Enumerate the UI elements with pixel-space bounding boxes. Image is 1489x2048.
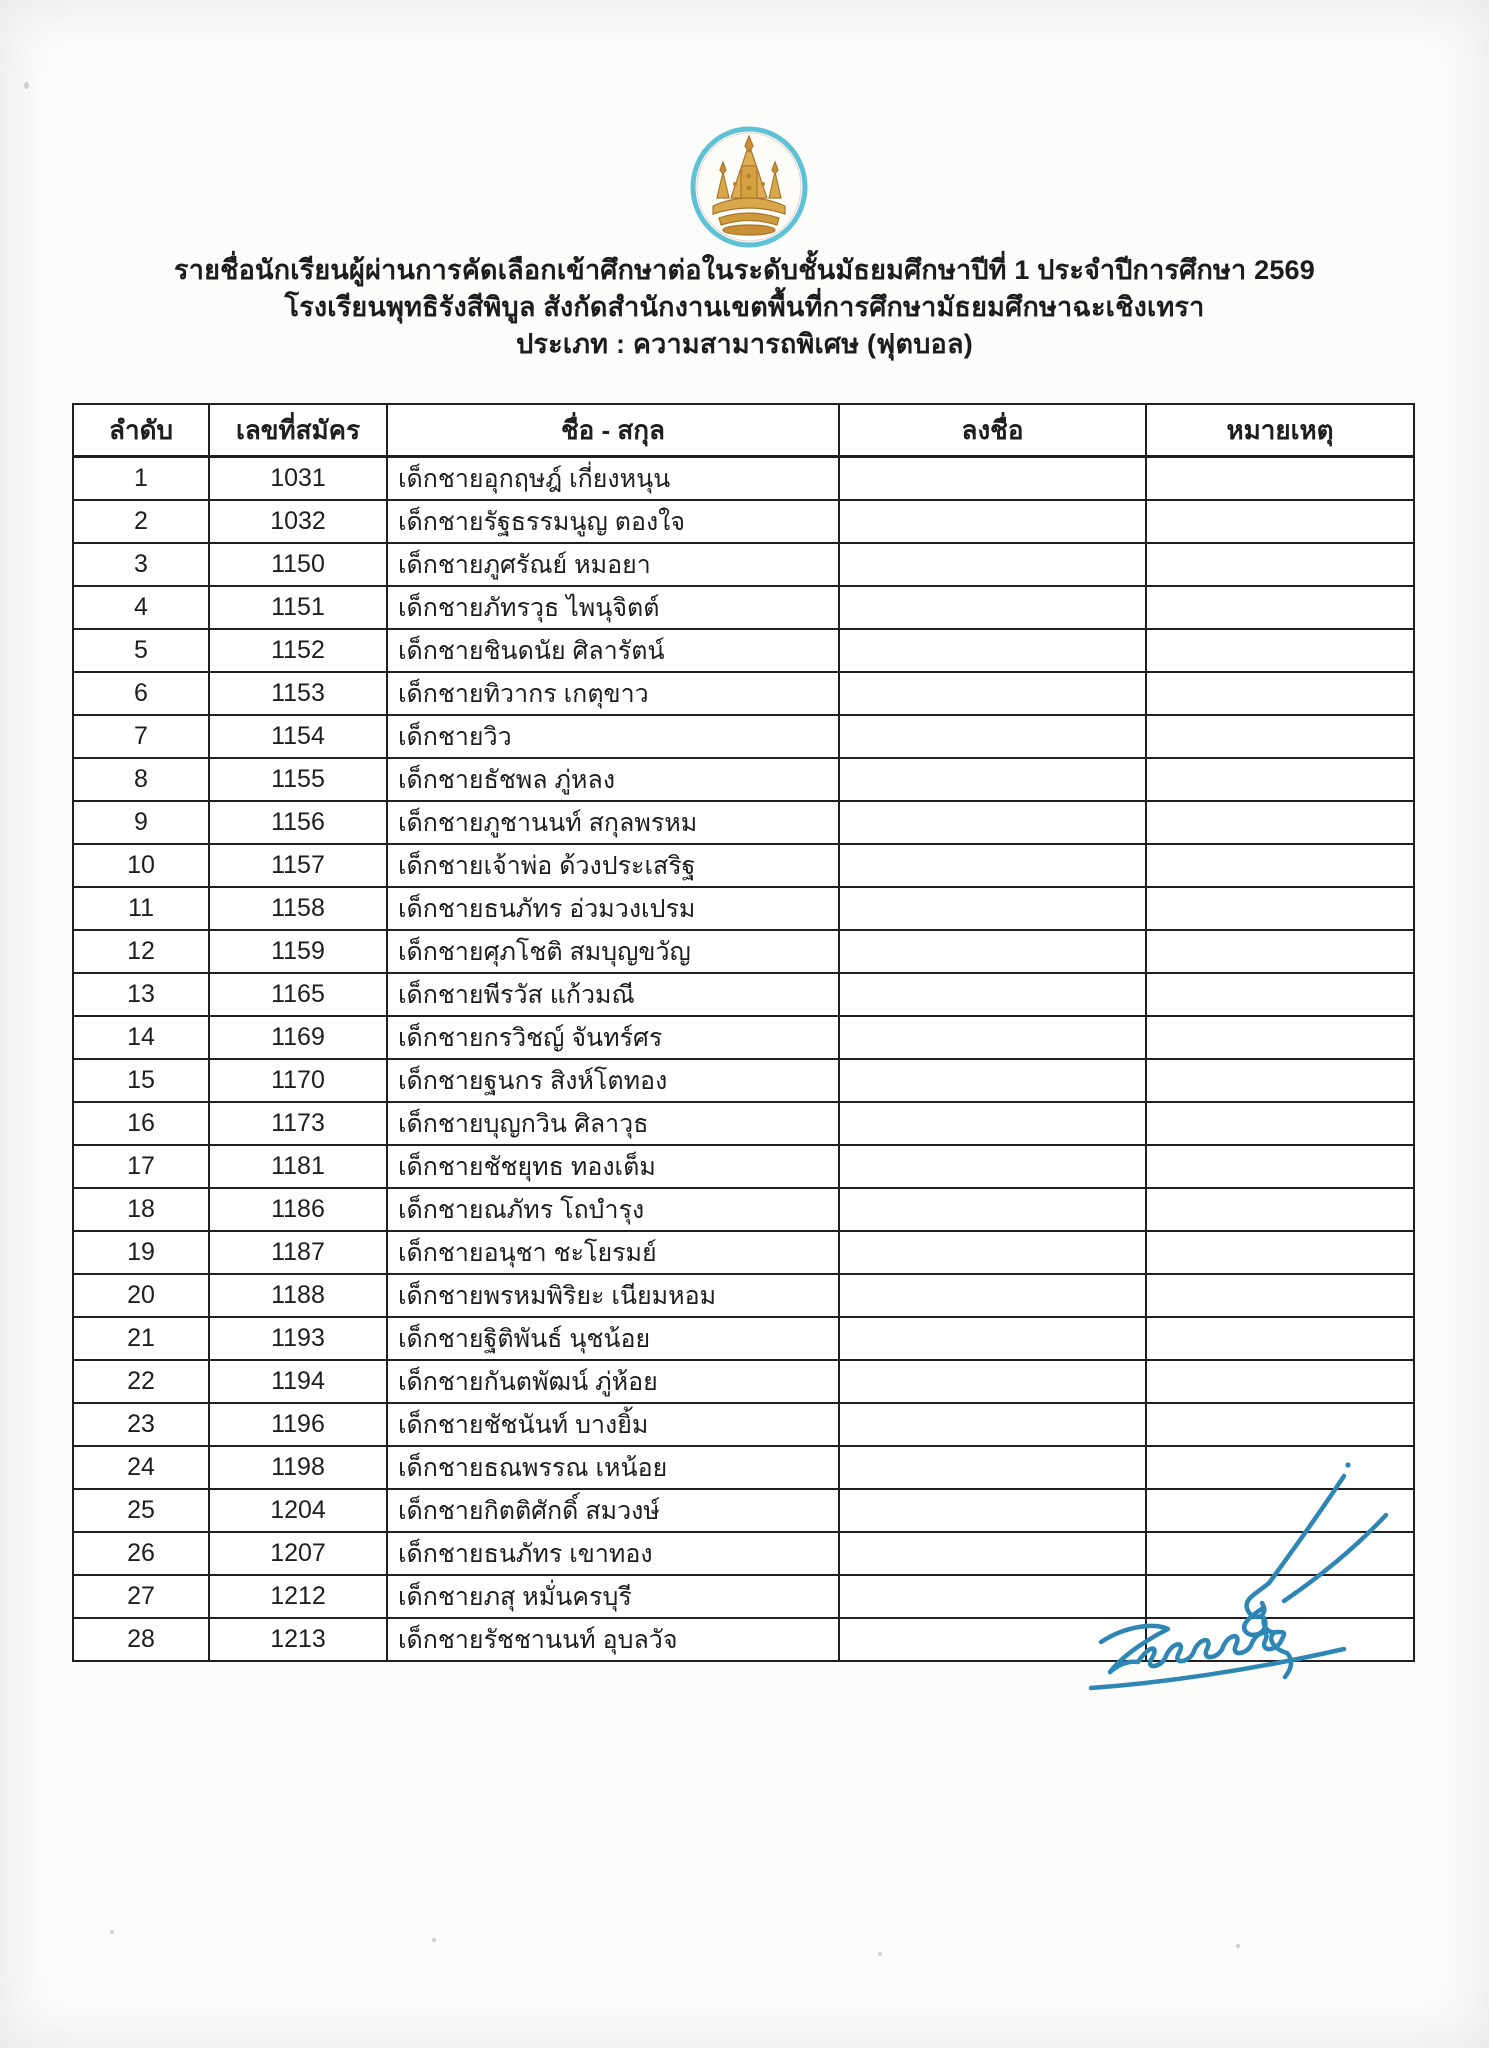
table-row — [73, 844, 1414, 887]
student-name: เด็กชายภูชานนท์ สกุลพรหม — [387, 801, 839, 844]
signature-cell — [839, 930, 1146, 973]
remark-cell — [1146, 1059, 1414, 1102]
application-number: 1207 — [209, 1532, 387, 1575]
signature-cell — [839, 1059, 1146, 1102]
table-row — [73, 715, 1414, 758]
row-number: 7 — [73, 715, 209, 758]
application-number: 1193 — [209, 1317, 387, 1360]
student-name: เด็กชายฐนกร สิงห์โตทอง — [387, 1059, 839, 1102]
signature-cell — [839, 715, 1146, 758]
row-number: 20 — [73, 1274, 209, 1317]
student-name: เด็กชายศุภโชติ สมบุญขวัญ — [387, 930, 839, 973]
application-number: 1031 — [209, 457, 387, 501]
scan-speck — [110, 1930, 114, 1934]
signature-cell — [839, 586, 1146, 629]
remark-cell — [1146, 715, 1414, 758]
table-row — [73, 1188, 1414, 1231]
table-row — [73, 801, 1414, 844]
table-row — [73, 1274, 1414, 1317]
application-number: 1170 — [209, 1059, 387, 1102]
remark-cell — [1146, 1188, 1414, 1231]
signature-cell — [839, 973, 1146, 1016]
signature-cell — [839, 1274, 1146, 1317]
handwritten-signature — [1072, 1436, 1432, 1726]
document-header — [0, 252, 1489, 363]
signature-cell — [839, 1231, 1146, 1274]
remark-cell — [1146, 1360, 1414, 1403]
scan-speck — [1236, 1944, 1240, 1948]
remark-cell — [1146, 1317, 1414, 1360]
table-row — [73, 1145, 1414, 1188]
row-number: 24 — [73, 1446, 209, 1489]
row-number: 19 — [73, 1231, 209, 1274]
row-number: 9 — [73, 801, 209, 844]
student-name: เด็กชายชัชนันท์ บางยิ้ม — [387, 1403, 839, 1446]
table-row — [73, 758, 1414, 801]
row-number: 17 — [73, 1145, 209, 1188]
student-name: เด็กชายภัทรวุธ ไพนุจิตต์ — [387, 586, 839, 629]
remark-cell — [1146, 1231, 1414, 1274]
signature-cell — [839, 844, 1146, 887]
school-crest-logo — [689, 126, 809, 248]
scan-speck — [432, 1938, 436, 1942]
row-number: 12 — [73, 930, 209, 973]
signature-cell — [839, 500, 1146, 543]
remark-cell — [1146, 973, 1414, 1016]
document-title-line1: รายชื่อนักเรียนผู้ผ่านการคัดเลือกเข้าศึกษาต่อในระดับชั้นมัธยมศึกษาปีที่ 1 ประจำปีการศึกษา 2569 — [174, 255, 1315, 285]
row-number: 16 — [73, 1102, 209, 1145]
student-name: เด็กชายวิว — [387, 715, 839, 758]
application-number: 1187 — [209, 1231, 387, 1274]
remark-cell — [1146, 586, 1414, 629]
remark-cell — [1146, 500, 1414, 543]
application-number: 1158 — [209, 887, 387, 930]
application-number: 1188 — [209, 1274, 387, 1317]
student-name: เด็กชายพีรวัส แก้วมณี — [387, 973, 839, 1016]
header-signature: ลงชื่อ — [839, 404, 1146, 457]
row-number: 15 — [73, 1059, 209, 1102]
student-name: เด็กชายอุกฤษฎ์ เกี่ยงหนุน — [387, 457, 839, 501]
student-name: เด็กชายฐิติพันธ์ นุชน้อย — [387, 1317, 839, 1360]
signature-cell — [839, 457, 1146, 501]
application-number: 1151 — [209, 586, 387, 629]
document-title-line2: โรงเรียนพุทธิรังสีพิบูล สังกัดสำนักงานเขตพื้นที่การศึกษามัธยมศึกษาฉะเชิงเทรา — [284, 292, 1205, 322]
application-number: 1204 — [209, 1489, 387, 1532]
signature-cell — [839, 1317, 1146, 1360]
table-row — [73, 1317, 1414, 1360]
remark-cell — [1146, 1145, 1414, 1188]
row-number: 5 — [73, 629, 209, 672]
table-row — [73, 1102, 1414, 1145]
signature-cell — [839, 758, 1146, 801]
table-row — [73, 1059, 1414, 1102]
student-name: เด็กชายเจ้าพ่อ ด้วงประเสริฐ — [387, 844, 839, 887]
row-number: 2 — [73, 500, 209, 543]
signature-cell — [839, 887, 1146, 930]
student-name: เด็กชายธนภัทร เขาทอง — [387, 1532, 839, 1575]
signature-cell — [839, 1102, 1146, 1145]
application-number: 1169 — [209, 1016, 387, 1059]
table-row — [73, 500, 1414, 543]
signature-cell — [839, 629, 1146, 672]
signature-cell — [839, 1188, 1146, 1231]
application-number: 1198 — [209, 1446, 387, 1489]
application-number: 1157 — [209, 844, 387, 887]
application-number: 1196 — [209, 1403, 387, 1446]
remark-cell — [1146, 758, 1414, 801]
row-number: 25 — [73, 1489, 209, 1532]
remark-cell — [1146, 887, 1414, 930]
student-name: เด็กชายกันตพัฒน์ ภู่ห้อย — [387, 1360, 839, 1403]
student-name: เด็กชายภสุ หมั่นครบุรี — [387, 1575, 839, 1618]
row-number: 1 — [73, 457, 209, 501]
application-number: 1194 — [209, 1360, 387, 1403]
student-name: เด็กชายชัชยุทธ ทองเต็ม — [387, 1145, 839, 1188]
row-number: 14 — [73, 1016, 209, 1059]
scan-speck — [24, 82, 29, 89]
remark-cell — [1146, 1016, 1414, 1059]
student-name: เด็กชายภูศรัณย์ หมอยา — [387, 543, 839, 586]
row-number: 10 — [73, 844, 209, 887]
table-row — [73, 887, 1414, 930]
student-name: เด็กชายกิตติศักดิ์ สมวงษ์ — [387, 1489, 839, 1532]
row-number: 26 — [73, 1532, 209, 1575]
remark-cell — [1146, 930, 1414, 973]
row-number: 28 — [73, 1618, 209, 1661]
application-number: 1159 — [209, 930, 387, 973]
table-row — [73, 672, 1414, 715]
header-order: ลำดับ — [73, 404, 209, 457]
signature-cell — [839, 801, 1146, 844]
student-name: เด็กชายธัชพล ภู่หลง — [387, 758, 839, 801]
application-number: 1155 — [209, 758, 387, 801]
table-row — [73, 1231, 1414, 1274]
remark-cell — [1146, 629, 1414, 672]
application-number: 1152 — [209, 629, 387, 672]
row-number: 18 — [73, 1188, 209, 1231]
row-number: 4 — [73, 586, 209, 629]
student-name: เด็กชายทิวากร เกตุขาว — [387, 672, 839, 715]
student-name: เด็กชายรัชชานนท์ อุบลวัจ — [387, 1618, 839, 1661]
remark-cell — [1146, 844, 1414, 887]
remark-cell — [1146, 1274, 1414, 1317]
student-name: เด็กชายพรหมพิริยะ เนียมหอม — [387, 1274, 839, 1317]
document-title-line3: ประเภท : ความสามารถพิเศษ (ฟุตบอล) — [516, 329, 973, 359]
application-number: 1212 — [209, 1575, 387, 1618]
application-number: 1150 — [209, 543, 387, 586]
table-row — [73, 629, 1414, 672]
student-name: เด็กชายกรวิชญ์ จันทร์ศร — [387, 1016, 839, 1059]
row-number: 6 — [73, 672, 209, 715]
header-application-number: เลขที่สมัคร — [209, 404, 387, 457]
application-number: 1165 — [209, 973, 387, 1016]
row-number: 22 — [73, 1360, 209, 1403]
application-number: 1213 — [209, 1618, 387, 1661]
student-name: เด็กชายธนภัทร อ่วมวงเปรม — [387, 887, 839, 930]
application-number: 1173 — [209, 1102, 387, 1145]
remark-cell — [1146, 457, 1414, 501]
signature-cell — [839, 1145, 1146, 1188]
remark-cell — [1146, 543, 1414, 586]
application-number: 1154 — [209, 715, 387, 758]
header-remarks: หมายเหตุ — [1146, 404, 1414, 457]
application-number: 1181 — [209, 1145, 387, 1188]
table-row — [73, 457, 1414, 501]
student-name: เด็กชายรัฐธรรมนูญ ตองใจ — [387, 500, 839, 543]
application-number: 1156 — [209, 801, 387, 844]
table-row — [73, 543, 1414, 586]
row-number: 27 — [73, 1575, 209, 1618]
table-row — [73, 586, 1414, 629]
application-number: 1032 — [209, 500, 387, 543]
table-row — [73, 1360, 1414, 1403]
student-name: เด็กชายชินดนัย ศิลารัตน์ — [387, 629, 839, 672]
row-number: 21 — [73, 1317, 209, 1360]
student-name: เด็กชายณภัทร โถบำรุง — [387, 1188, 839, 1231]
application-number: 1186 — [209, 1188, 387, 1231]
table-header-row — [73, 404, 1414, 457]
remark-cell — [1146, 672, 1414, 715]
remark-cell — [1146, 1102, 1414, 1145]
row-number: 11 — [73, 887, 209, 930]
header-name-surname: ชื่อ - สกุล — [387, 404, 839, 457]
student-name: เด็กชายบุญกวิน ศิลาวุธ — [387, 1102, 839, 1145]
signature-cell — [839, 1016, 1146, 1059]
signature-cell — [839, 672, 1146, 715]
student-name: เด็กชายอนุชา ชะโยรมย์ — [387, 1231, 839, 1274]
student-name: เด็กชายธณพรรณ เหน้อย — [387, 1446, 839, 1489]
remark-cell — [1146, 801, 1414, 844]
table-row — [73, 930, 1414, 973]
application-number: 1153 — [209, 672, 387, 715]
signature-cell — [839, 1360, 1146, 1403]
signature-cell — [839, 543, 1146, 586]
table-row — [73, 973, 1414, 1016]
table-row — [73, 1016, 1414, 1059]
scan-speck — [878, 1952, 882, 1956]
row-number: 8 — [73, 758, 209, 801]
row-number: 3 — [73, 543, 209, 586]
row-number: 13 — [73, 973, 209, 1016]
row-number: 23 — [73, 1403, 209, 1446]
